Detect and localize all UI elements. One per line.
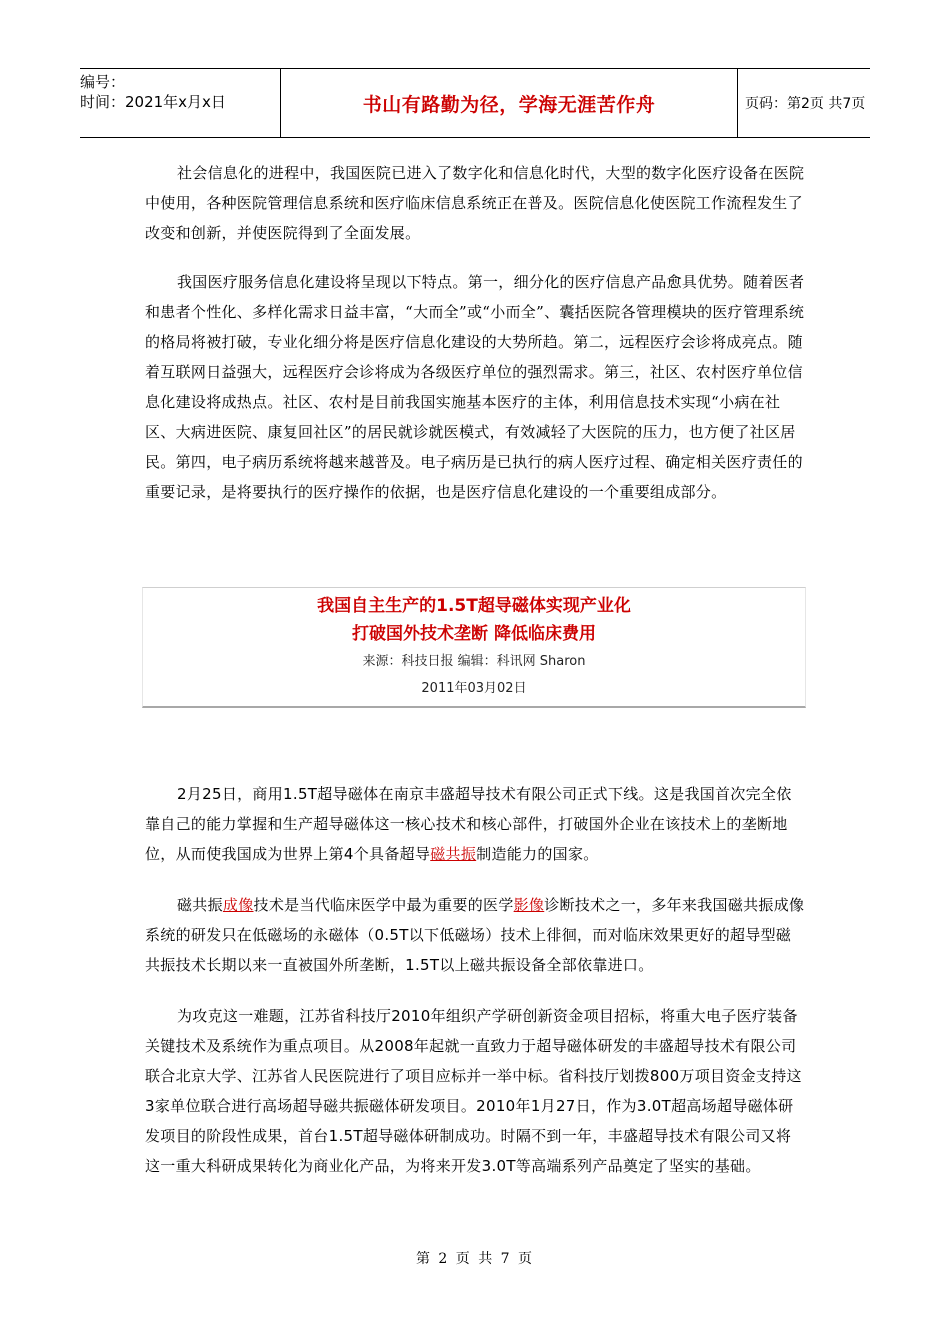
body-text: 制造能力的国家。 [476,845,599,863]
body-paragraph-2 [145,890,805,980]
article-title-line-2: 打破国外技术垄断 降低临床费用 [352,624,596,644]
number-label: 编号： [80,73,126,91]
date-label: 时间：2021年x月x日 [80,93,226,111]
link-mri[interactable]: 磁共振 [430,845,477,863]
page-header [80,68,870,138]
header-motto-cell [280,69,738,137]
article-header [142,587,806,708]
body-text: 诊断技术之一，多年来我国磁共振成像系统的研发只在低磁场的永磁体（0.5T以下低磁场）技术上徘徊，而对临床效果更好的超导型磁共振技术长期以来一直被国外所垄断，1.5T以上磁共振设备全部依靠进口。 [145,896,805,974]
body-paragraph-1 [145,779,805,869]
header-info [80,69,280,140]
motto: 书山有路勤为径，学海无涯苦作舟 [362,93,656,116]
intro-paragraph-1: 社会信息化的进程中，我国医院已进入了数字化和信息化时代，大型的数字化医疗设备在医院中使用，各种医院管理信息系统和医疗临床信息系统正在普及。医院信息化使医院工作流程发生了改变和创新，并使医院得到了全面发展。 [145,164,805,242]
link-imaging[interactable]: 成像 [222,896,254,914]
article-source: 来源：科技日报 编辑：科讯网 Sharon [362,654,586,669]
header-page-cell [737,69,878,137]
body-text: 2月25日，商用1.5T超导磁体在南京丰盛超导技术有限公司正式下线。这是我国首次完全依靠自己的能力掌握和生产超导磁体这一核心技术和核心部件，打破国外企业在该技术上的垄断地位，从而使我国成为世界上第4个具备超导 [145,785,792,863]
page-footer: 第 2 页 共 7 页 [415,1251,535,1267]
link-medical-imaging[interactable]: 影像 [513,896,545,914]
article-date: 2011年03月02日 [421,681,527,696]
body-paragraph-3: 为攻克这一难题，江苏省科技厅2010年组织产学研创新资金项目招标，将重大电子医疗装备关键技术及系统作为重点项目。从2008年起就一直致力于超导磁体研发的丰盛超导技术有限公司联合北京大学、江苏省人民医院进行了项目应标并一举中标。省科技厅划拨800万项目资金支持这3家单位联合进行高场超导磁共振磁体研发项目。2010年1月27日，作为3.0T超高场超导磁体研发项目的阶段性成果，首台1.5T超导磁体研制成功。时隔不到一年，丰盛超导技术有限公司又将这一重大科研成果转化为商业化产品，为将来开发3.0T等高端系列产品奠定了坚实的基础。 [145,1007,802,1175]
article-title-line-1: 我国自主生产的1.5T超导磁体实现产业化 [317,596,631,616]
intro-paragraph-2: 我国医疗服务信息化建设将呈现以下特点。第一，细分化的医疗信息产品愈具优势。随着医者和患者个性化、多样化需求日益丰富，“大而全”或“小而全”、囊括医院各管理模块的医疗管理系统的格局将被打破，专业化细分将是医疗信息化建设的大势所趋。第二，远程医疗会诊将成亮点。随着互联网日益强大，远程医疗会诊将成为各级医疗单位的强烈需求。第三，社区、农村医疗单位信息化建设将成热点。社区、农村是目前我国实施基本医疗的主体，利用信息技术实现“小病在社区、大病进医院、康复回社区”的居民就诊就医模式，有效减轻了大医院的压力，也方便了社区居民。第四，电子病历系统将越来越普及。电子病历是已执行的病人医疗过程、确定相关医疗责任的重要记录，是将要执行的医疗操作的依据，也是医疗信息化建设的一个重要组成部分。 [145,273,805,501]
page-label: 页码：第2页 共7页 [745,96,866,112]
body-text: 磁共振 [177,896,223,914]
body-text: 技术是当代临床医学中最为重要的医学 [253,896,514,914]
